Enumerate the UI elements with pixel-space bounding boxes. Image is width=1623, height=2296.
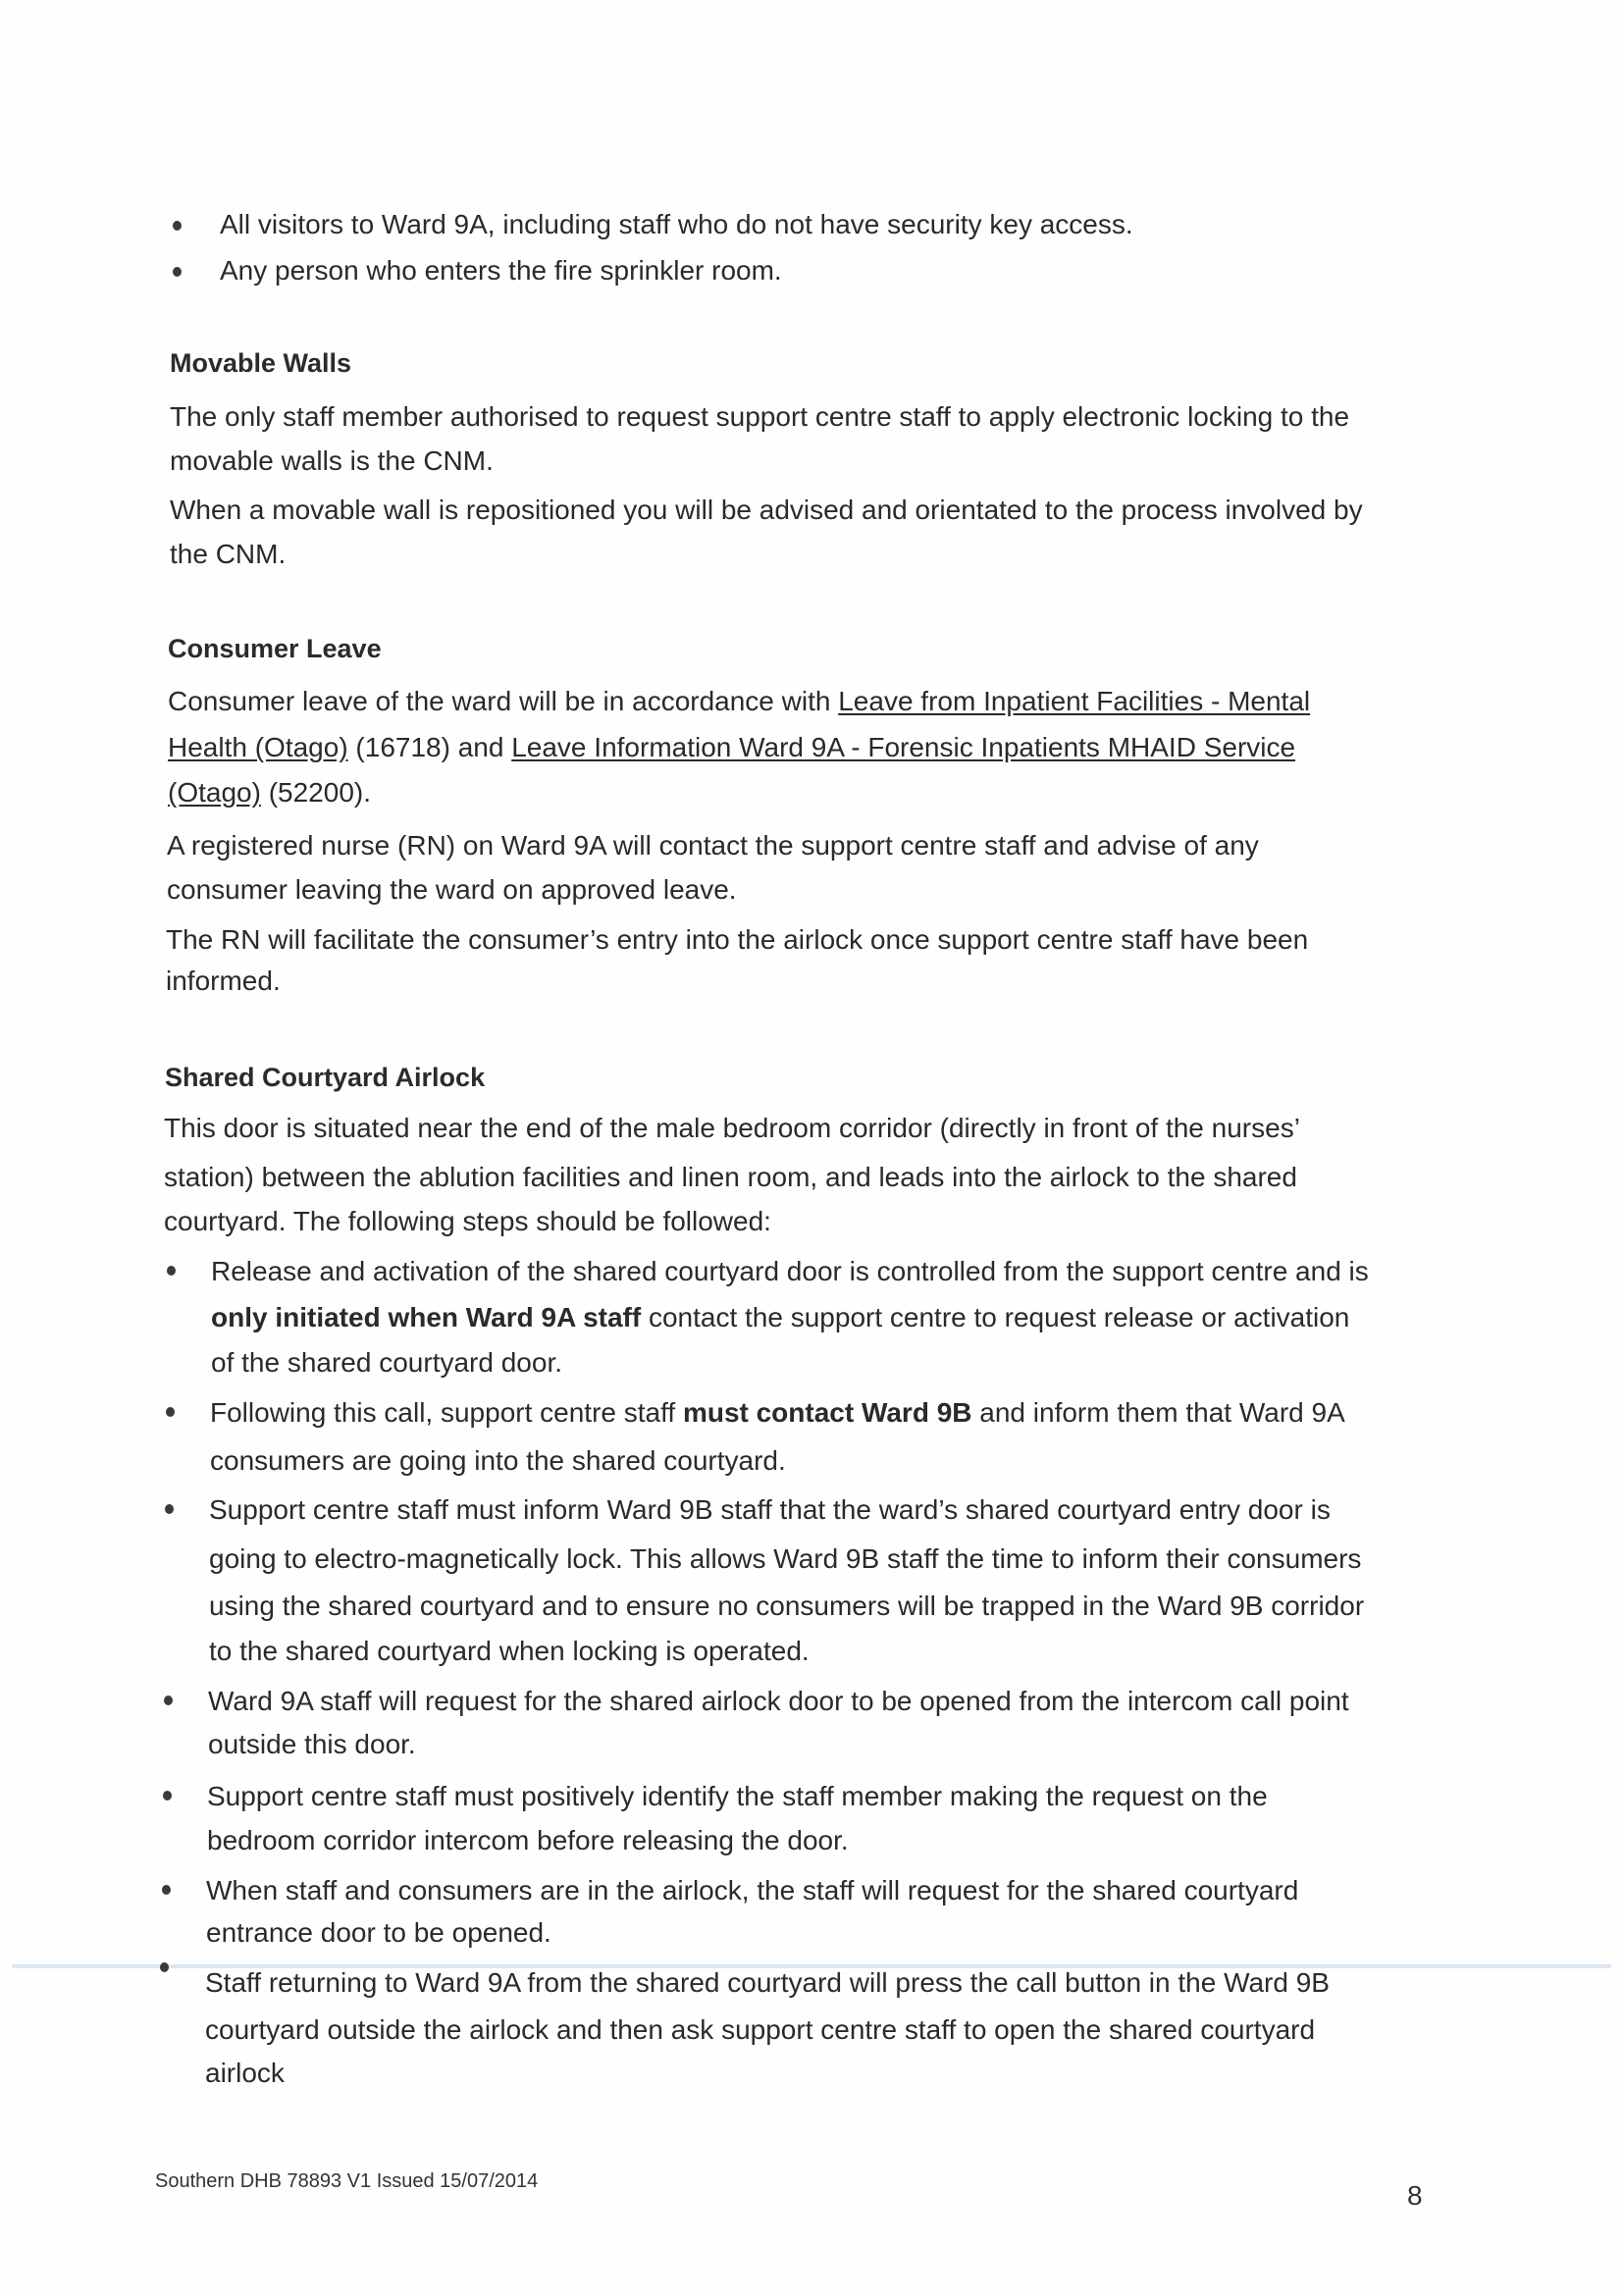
- step-3-line: using the shared courtyard and to ensure no consumers will be trapped in the Ward 9B corridor: [209, 1591, 1365, 1621]
- step-4-line: Ward 9A staff will request for the shared airlock door to be opened from the intercom call point: [208, 1686, 1349, 1716]
- link-leave-information-ward-9a-cont[interactable]: (Otago): [168, 777, 261, 808]
- step-7-line: courtyard outside the airlock and then ask support centre staff to open the shared courtyard: [205, 2014, 1316, 2045]
- text: and inform them that Ward 9A: [971, 1397, 1345, 1428]
- bullet-icon: [160, 1962, 169, 1972]
- step-5-line: Support centre staff must positively identify the staff member making the request on the: [207, 1781, 1268, 1811]
- bold-text: only initiated when Ward 9A staff: [211, 1302, 642, 1332]
- bullet-icon: [163, 1791, 172, 1800]
- heading-shared-courtyard-airlock: Shared Courtyard Airlock: [165, 1063, 486, 1092]
- link-leave-information-ward-9a[interactable]: Leave Information Ward 9A - Forensic Inpatients MHAID Service: [511, 732, 1296, 762]
- paragraph-line: A registered nurse (RN) on Ward 9A will contact the support centre staff and advise of any: [167, 830, 1259, 861]
- bullet-icon: [165, 1504, 174, 1514]
- paragraph-line: station) between the ablution facilities and linen room, and leads into the airlock to the shared: [164, 1162, 1297, 1192]
- heading-movable-walls: Movable Walls: [170, 348, 352, 378]
- bullet-icon: [162, 1885, 171, 1895]
- footer-document-reference: Southern DHB 78893 V1 Issued 15/07/2014: [155, 2170, 539, 2192]
- page-number: 8: [1407, 2180, 1423, 2211]
- bullet-icon: [173, 221, 182, 231]
- step-1-line: [211, 1301, 1349, 1334]
- step-6-line: entrance door to be opened.: [206, 1917, 551, 1948]
- paragraph-line: consumer leaving the ward on approved leave.: [167, 874, 737, 905]
- paragraph-line: courtyard. The following steps should be followed:: [164, 1206, 771, 1236]
- bullet-icon: [166, 1407, 175, 1417]
- step-4-line: outside this door.: [208, 1729, 416, 1759]
- step-3-line: Support centre staff must inform Ward 9B staff that the ward’s shared courtyard entry door is: [209, 1494, 1331, 1525]
- paragraph-line: [168, 776, 371, 809]
- paragraph-line: the CNM.: [170, 539, 287, 569]
- intro-bullet-2: Any person who enters the fire sprinkler room.: [220, 255, 782, 286]
- step-1-line: Release and activation of the shared courtyard door is controlled from the support centre and is: [211, 1256, 1369, 1286]
- step-1-line: of the shared courtyard door.: [211, 1347, 562, 1378]
- paragraph-line: [168, 685, 1310, 718]
- step-2-line: [210, 1396, 1345, 1430]
- bullet-icon: [167, 1266, 176, 1276]
- bold-text: must contact Ward 9B: [682, 1397, 972, 1428]
- paragraph-line: movable walls is the CNM.: [170, 445, 494, 476]
- paragraph-line: informed.: [166, 965, 281, 996]
- intro-bullet-1: All visitors to Ward 9A, including staff who do not have security key access.: [220, 209, 1133, 239]
- link-leave-from-inpatient-facilities[interactable]: Leave from Inpatient Facilities - Mental: [838, 686, 1311, 716]
- paragraph-line: The only staff member authorised to request support centre staff to apply electronic locking to the: [170, 401, 1350, 432]
- step-7-line: airlock: [205, 2058, 285, 2088]
- paragraph-line: The RN will facilitate the consumer’s entry into the airlock once support centre staff have been: [166, 924, 1309, 955]
- heading-consumer-leave: Consumer Leave: [168, 634, 382, 663]
- text: Following this call, support centre staff: [210, 1397, 683, 1428]
- text: contact the support centre to request release or activation: [641, 1302, 1350, 1332]
- paragraph-line: This door is situated near the end of the male bedroom corridor (directly in front of the nurses’: [164, 1113, 1300, 1143]
- step-6-line: When staff and consumers are in the airlock, the staff will request for the shared courtyard: [206, 1875, 1299, 1905]
- text: Consumer leave of the ward will be in accordance with: [168, 686, 839, 716]
- text: (52200).: [260, 777, 372, 808]
- paragraph-line: [168, 731, 1295, 764]
- link-leave-from-inpatient-facilities-cont[interactable]: Health (Otago): [168, 732, 348, 762]
- step-3-line: to the shared courtyard when locking is operated.: [209, 1636, 810, 1666]
- step-7-line: Staff returning to Ward 9A from the shared courtyard will press the call button in the Ward 9B: [205, 1967, 1330, 1998]
- step-2-line: consumers are going into the shared courtyard.: [210, 1445, 786, 1476]
- bullet-icon: [164, 1696, 173, 1705]
- bullet-icon: [173, 267, 182, 277]
- step-5-line: bedroom corridor intercom before releasing the door.: [207, 1825, 849, 1855]
- text: (16718) and: [347, 732, 512, 762]
- step-3-line: going to electro-magnetically lock. This allows Ward 9B staff the time to inform their consumers: [209, 1543, 1362, 1574]
- paragraph-line: When a movable wall is repositioned you will be advised and orientated to the process involved by: [170, 495, 1363, 525]
